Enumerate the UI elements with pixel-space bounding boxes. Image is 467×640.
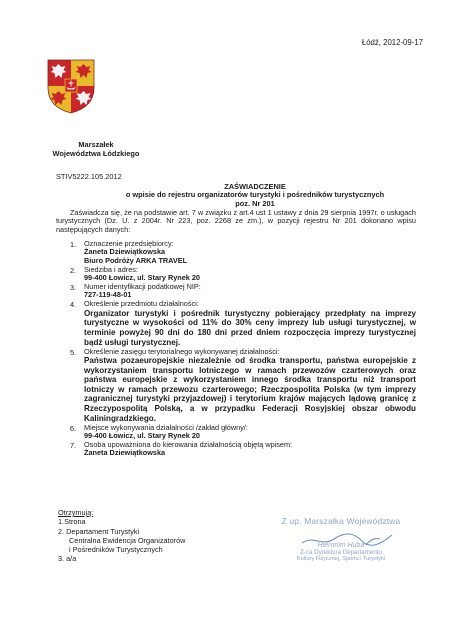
issuer-block: [40, 140, 152, 158]
issuer-office: Województwa Łódzkiego: [52, 149, 140, 158]
stamp-signatory-name: Hieronim Huba: [317, 542, 365, 549]
stamp-authorization: Z up. Marszałka Województwa: [281, 516, 401, 526]
recipient-line: Centralna Ewidencja Organizatorów: [69, 535, 186, 545]
certificate-title: ZAŚWIADCZENIE: [224, 182, 286, 191]
list-item: 6. Miejsce wykonywania działalności /zakład główny/: 99-400 Łowicz, ul. Stary Rynek 20: [56, 424, 416, 441]
entry-label: Miejsce wykonywania działalności /zakład główny/:: [84, 422, 248, 432]
certificate-heading: [100, 183, 410, 208]
list-item: 1. Oznaczenie przedsiębiorcy: Żaneta Dziewiątkowska Biuro Podróży ARKA TRAVEL: [56, 240, 416, 265]
entry-value: 99-400 Łowicz, ul. Stary Rynek 20: [84, 431, 200, 441]
register-entries: [56, 240, 416, 458]
entry-value: Żaneta Dziewiątkowska: [84, 247, 166, 257]
list-item: 2. Siedziba i adres: 99-400 Łowicz, ul. Stary Rynek 20: [56, 266, 416, 283]
activity-scope: Organizator turystyki i pośrednik turystyczny pobierający przedpłaty na imprezy turystyczne w wysokości od 11% do 30% ceny imprezy lub usługi turystycznej, w terminie powyżej 90 dni do 180 dni przed dniem rozpoczęcia imprezy turystycznej bądź usługi turystycznej.: [84, 308, 416, 347]
entry-value: 99-400 Łowicz, ul. Stary Rynek 20: [84, 273, 200, 283]
entry-label: Określenie przedmiotu działalności:: [84, 299, 199, 309]
entry-label: Określenie zasięgu terytorialnego wykonywanej działalności:: [84, 346, 280, 356]
entry-value: 727-119-48-01: [84, 290, 132, 300]
list-item: 7. Osoba upoważniona do kierowania działalnością objętą wpisem: Żaneta Dziewiątkowska: [56, 441, 416, 458]
recipients-label: Otrzymują:: [58, 508, 94, 517]
certificate-subtitle: o wpisie do rejestru organizatorów turystyki i pośredników turystycznych: [125, 190, 385, 200]
list-item: 4. Określenie przedmiotu działalności: Organizator turystyki i pośrednik turystyczny pobierający przedpłaty na imprezy turystyczne w wysokości od 11% do 30% ceny imprezy lub usługi turystycznej, w terminie powyżej 90 dni do 180 dni przed dniem rozpoczęcia imprezy turystycznej bądź usługi turystycznej.: [70, 299, 416, 347]
register-position: poz. Nr 201: [235, 198, 275, 208]
intro-paragraph: Zaświadcza się, że na podstawie art. 7 w związku z art.4 ust 1 ustawy z dnia 29 sierpnia 1997r. o usługach turystycznych (Dz. U. z 2004r. Nr 223, poz. 2268 ze zm.), w pozycji rejestru Nr 201 dokonano wpisu następujących danych:: [56, 208, 416, 234]
entry-label: Oznaczenie przedsiębiorcy:: [84, 239, 174, 248]
stamp-signatory-role: Z-ca Dyrektora Departamentu: [300, 549, 382, 556]
entry-value: Biuro Podróży ARKA TRAVEL: [84, 255, 188, 265]
official-stamp: [271, 516, 411, 562]
entry-label: Siedziba i adres:: [84, 264, 138, 274]
stamp-department: Kultury Fizycznej, Sportu i Turystyki: [296, 556, 386, 562]
list-item: 3. Numer identyfikacji podatkowej NIP: 727-119-48-01: [56, 283, 416, 300]
recipient-line: 1.Strona: [58, 517, 86, 527]
issuer-title: Marszałek: [78, 140, 114, 149]
territorial-scope: Państwa pozaeuropejskie niezależnie od środka transportu, państwa europejskie z wykorzystaniem transportu lotniczego w ramach przewozów czarterowych oraz państwa europejskie z wykorzystaniem innego środka transportu niż transport lotniczy w ramach przewozu czarterowego; Rzeczpospolita Polska (w tym imprezy zagranicznej turystyki przyjazdowej) i terytorium krajów mających lądową granicę z Rzeczypospolitą Polską, a w przypadku Federacji Rosyjskiej obszar obwodu Kaliningradzkiego.: [84, 356, 416, 423]
recipient-line: 3. a/a: [58, 554, 77, 564]
document-date: Łódź, 2012-09-17: [361, 38, 423, 47]
entry-value: Żaneta Dziewiątkowska: [84, 448, 166, 458]
list-item: 5. Określenie zasięgu terytorialnego wykonywanej działalności: Państwa pozaeuropejskie niezależnie od środka transportu, państwa europejskie z wykorzystaniem transportu lotniczego w ramach przewozów czarterowych oraz państwa europejskie z wykorzystaniem innego środka transportu niż transport lotniczy w ramach przewozu czarterowego; Rzeczpospolita Polska (w tym imprezy zagranicznej turystyki przyjazdowej) i terytorium krajów mających lądową granicę z Rzeczypospolitą Polską, a w przypadku Federacji Rosyjskiej obszar obwodu Kaliningradzkiego.: [70, 346, 416, 423]
entry-label: Osoba upoważniona do kierowania działalnością objętą wpisem:: [84, 440, 293, 449]
entry-label: Numer identyfikacji podatkowej NIP:: [84, 282, 201, 292]
reference-number: STIV5222.105.2012: [56, 172, 122, 181]
recipient-line: 2. Departament Turystyki: [58, 526, 140, 536]
recipient-line: i Pośredników Turystycznych: [69, 545, 163, 555]
recipients-block: [58, 508, 185, 564]
lodz-voivodeship-coat-of-arms-icon: [46, 57, 96, 115]
